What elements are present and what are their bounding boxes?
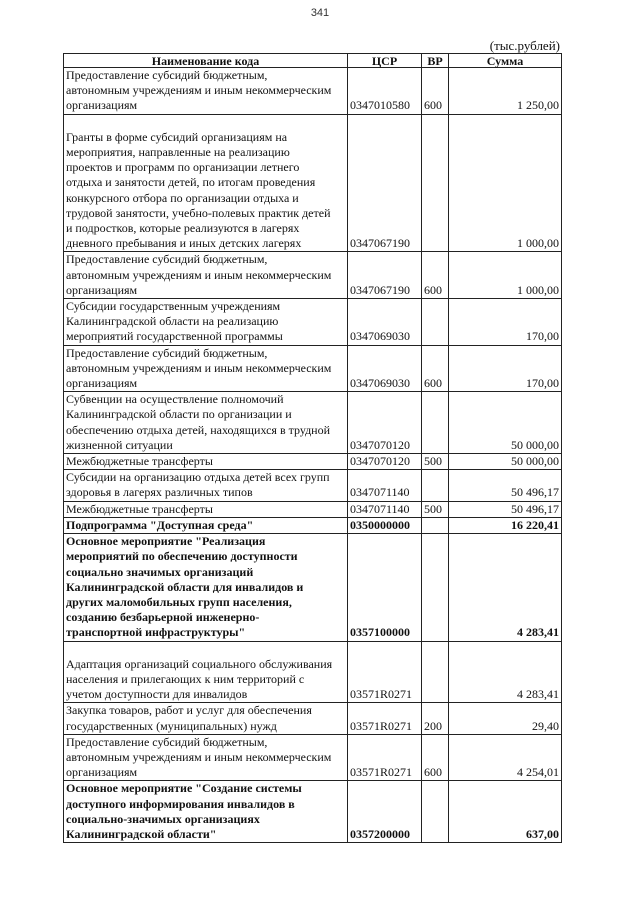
row-name-line: населения и прилегающих к ним территорий с — [66, 671, 305, 686]
row-vr-cell: 500 — [422, 501, 449, 517]
row-name-line: Предоставление субсидий бюджетным, — [66, 345, 268, 360]
row-name-line: конкурсного отбора по организации отдыха и — [66, 190, 299, 205]
table-row — [64, 345, 562, 392]
table-row — [64, 517, 562, 533]
row-name-line: государственных (муниципальных) нужд — [66, 718, 277, 733]
row-name-line: Подпрограмма "Доступная среда" — [66, 517, 254, 532]
row-name-line: организациям — [66, 282, 138, 297]
row-vr-cell — [422, 781, 449, 843]
row-name-line: созданию безбарьерной инженерно- — [66, 610, 260, 625]
header-vr: ВР — [422, 54, 449, 68]
row-sum-cell: 50 496,17 — [449, 470, 562, 501]
row-name-line: дневного пребывания и иных детских лагерях — [66, 236, 302, 251]
row-name-line: Основное мероприятие "Создание системы — [66, 781, 302, 796]
row-sum-cell: 16 220,41 — [449, 517, 562, 533]
row-sum-cell: 1 000,00 — [449, 114, 562, 252]
row-name-line: Гранты в форме субсидий организациям на — [66, 129, 288, 144]
row-name-cell — [64, 345, 348, 392]
row-sum-cell: 1 250,00 — [449, 68, 562, 115]
row-name-line: Калининградской области для инвалидов и — [66, 579, 304, 594]
row-name-line: здоровья в лагерях различных типов — [66, 485, 253, 500]
row-sum-cell: 50 000,00 — [449, 454, 562, 470]
row-sum-cell: 50 496,17 — [449, 501, 562, 517]
table-row — [64, 501, 562, 517]
row-name-line: Субсидии государственным учреждениям — [66, 299, 281, 314]
row-name-line: мероприятий государственной программы — [66, 329, 283, 344]
page-number: 341 — [310, 7, 330, 19]
row-name-line: Основное мероприятие "Реализация — [66, 534, 266, 549]
table-header-row — [64, 54, 562, 68]
row-name-line: организациям — [66, 376, 138, 391]
row-vr-cell — [422, 299, 449, 346]
row-name-cell — [64, 114, 348, 252]
row-vr-cell — [422, 392, 449, 454]
row-name-line: мероприятий по обеспечению доступности — [66, 549, 298, 564]
row-csr-cell: 0347071140 — [348, 470, 422, 501]
row-sum-cell: 4 254,01 — [449, 734, 562, 781]
row-vr-cell: 500 — [422, 454, 449, 470]
row-name-line: Калининградской области" — [66, 826, 217, 841]
row-name-cell — [64, 501, 348, 517]
row-name-line: Калининградской области по организации и — [66, 407, 292, 422]
row-csr-cell: 03571R0271 — [348, 703, 422, 734]
row-name-cell — [64, 517, 348, 533]
table-row — [64, 534, 562, 641]
row-csr-cell: 03571R0271 — [348, 641, 422, 703]
row-name-cell — [64, 534, 348, 641]
row-csr-cell: 0357100000 — [348, 534, 422, 641]
row-name-line: транспортной инфраструктуры" — [66, 625, 246, 640]
table-row — [64, 734, 562, 781]
row-csr-cell: 0347010580 — [348, 68, 422, 115]
row-name-line: мероприятия, направленные на реализацию — [66, 145, 290, 160]
row-name-line: Предоставление субсидий бюджетным, — [66, 68, 268, 82]
row-name-line: Межбюджетные трансферты — [66, 501, 213, 516]
row-vr-cell: 600 — [422, 252, 449, 299]
row-name-cell — [64, 781, 348, 843]
row-name-cell — [64, 470, 348, 501]
row-name-line: Межбюджетные трансферты — [66, 454, 213, 469]
budget-table — [63, 53, 562, 843]
row-name-line: Субсидии на организацию отдыха детей всех групп — [66, 470, 330, 485]
row-name-line — [66, 642, 345, 657]
row-sum-cell: 170,00 — [449, 299, 562, 346]
row-vr-cell: 600 — [422, 734, 449, 781]
row-vr-cell — [422, 114, 449, 252]
row-name-line: организациям — [66, 765, 138, 780]
row-vr-cell: 600 — [422, 345, 449, 392]
header-sum: Сумма — [449, 54, 562, 68]
row-name-cell — [64, 641, 348, 703]
row-name-line: Предоставление субсидий бюджетным, — [66, 734, 268, 749]
row-name-line — [66, 115, 345, 130]
row-name-line: автономным учреждениям и иным некоммерческим — [66, 267, 332, 282]
row-name-line: социально значимых организаций — [66, 564, 254, 579]
row-name-line: доступного информирования инвалидов в — [66, 796, 295, 811]
row-vr-cell — [422, 534, 449, 641]
header-name: Наименование кода — [64, 54, 348, 68]
row-sum-cell: 29,40 — [449, 703, 562, 734]
row-vr-cell — [422, 517, 449, 533]
row-csr-cell: 0347069030 — [348, 345, 422, 392]
row-csr-cell: 0350000000 — [348, 517, 422, 533]
row-sum-cell: 4 283,41 — [449, 534, 562, 641]
table-row — [64, 641, 562, 703]
row-vr-cell: 600 — [422, 68, 449, 115]
row-name-line: автономным учреждениям и иным некоммерческим — [66, 83, 332, 98]
row-name-line: Предоставление субсидий бюджетным, — [66, 252, 268, 267]
table-row — [64, 703, 562, 734]
row-name-line: Субвенции на осуществление полномочий — [66, 392, 284, 407]
row-name-line: жизненной ситуации — [66, 437, 173, 452]
row-vr-cell — [422, 470, 449, 501]
row-name-line: отдыха и занятости детей, по итогам проведения — [66, 175, 316, 190]
table-row — [64, 114, 562, 252]
row-name-line: Закупка товаров, работ и услуг для обеспечения — [66, 703, 312, 718]
row-csr-cell: 0347071140 — [348, 501, 422, 517]
row-name-line: трудовой занятости, учебно-полевых практик детей — [66, 205, 331, 220]
row-csr-cell: 0357200000 — [348, 781, 422, 843]
row-sum-cell: 637,00 — [449, 781, 562, 843]
row-name-line: Адаптация организаций социального обслуживания — [66, 656, 333, 671]
table-body — [64, 68, 562, 843]
header-csr: ЦСР — [348, 54, 422, 68]
row-name-line: проектов и программ по организации летнего — [66, 160, 300, 175]
table-row — [64, 781, 562, 843]
table-row — [64, 68, 562, 115]
row-csr-cell: 0347067190 — [348, 252, 422, 299]
row-name-cell — [64, 252, 348, 299]
row-name-line: автономным учреждениям и иным некоммерческим — [66, 360, 332, 375]
row-name-line: социально-значимых организациях — [66, 811, 260, 826]
row-name-cell — [64, 68, 348, 115]
units-label: (тыс.рублей) — [489, 38, 560, 53]
row-name-line: Калининградской области на реализацию — [66, 314, 279, 329]
row-sum-cell: 50 000,00 — [449, 392, 562, 454]
row-name-line: и подростков, которые реализуются в лагерях — [66, 221, 300, 236]
row-name-line: организациям — [66, 98, 138, 113]
row-sum-cell: 4 283,41 — [449, 641, 562, 703]
row-name-line: других маломобильных групп населения, — [66, 594, 292, 609]
table-row — [64, 299, 562, 346]
table-row — [64, 252, 562, 299]
row-csr-cell: 0347067190 — [348, 114, 422, 252]
row-csr-cell: 0347070120 — [348, 392, 422, 454]
row-sum-cell: 1 000,00 — [449, 252, 562, 299]
row-sum-cell: 170,00 — [449, 345, 562, 392]
row-name-line: обеспечению отдыха детей, находящихся в трудной — [66, 422, 331, 437]
row-name-cell — [64, 454, 348, 470]
row-name-cell — [64, 703, 348, 734]
row-csr-cell: 0347070120 — [348, 454, 422, 470]
row-name-cell — [64, 392, 348, 454]
table-row — [64, 454, 562, 470]
row-csr-cell: 03571R0271 — [348, 734, 422, 781]
row-csr-cell: 0347069030 — [348, 299, 422, 346]
row-name-line: учетом доступности для инвалидов — [66, 687, 248, 702]
table-row — [64, 392, 562, 454]
row-vr-cell — [422, 641, 449, 703]
row-name-cell — [64, 734, 348, 781]
row-vr-cell: 200 — [422, 703, 449, 734]
row-name-cell — [64, 299, 348, 346]
table-row — [64, 470, 562, 501]
row-name-line: автономным учреждениям и иным некоммерческим — [66, 749, 332, 764]
